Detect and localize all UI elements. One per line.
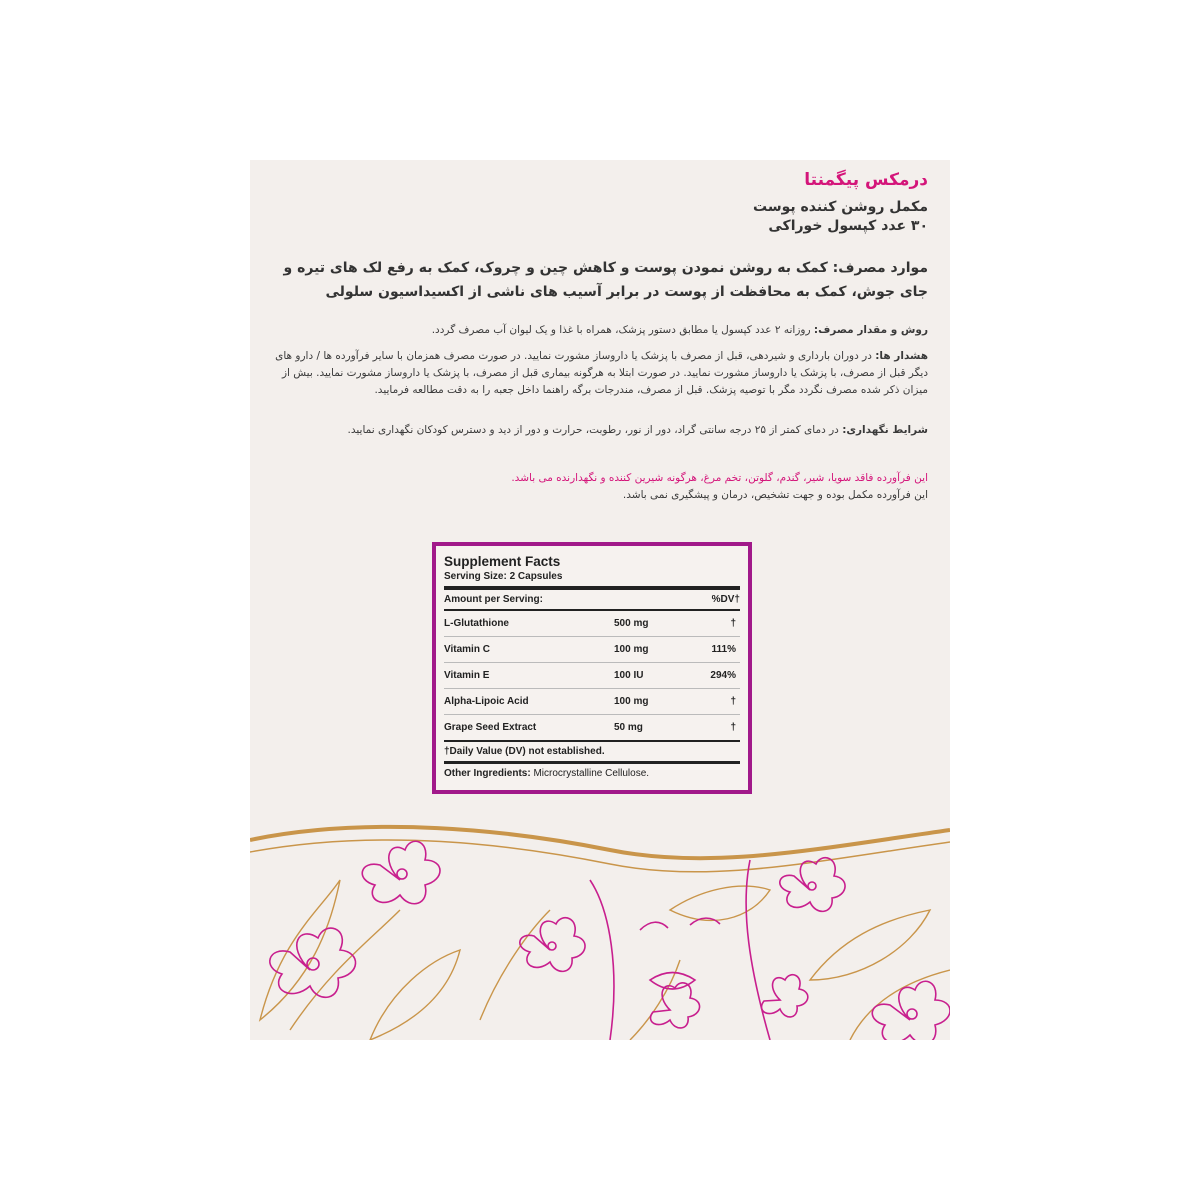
dv-footnote: †Daily Value (DV) not established. <box>444 742 740 764</box>
ingredient-name: Grape Seed Extract <box>444 722 537 733</box>
product-box <box>250 160 950 1040</box>
storage-section <box>268 422 928 439</box>
subtitle-line-1: مکمل روشن کننده پوست <box>753 199 928 215</box>
usage-section <box>268 256 928 304</box>
warnings-text: در دوران بارداری و شیردهی، قبل از مصرف با پزشک یا داروساز مشورت نمایید. در صورت مصرف همزمان با سایر فرآورده ها / دارو های دیگر قبل از مصرف، با پزشک یا داروساز مشورت نمایید. در صورت ابتلا به هرگونه بیماری قبل از مصرف، با پزشک یا داروساز مشورت نمایید. بیش از میزان ذکر شده مصرف نگردد مگر با توصیه پزشک. قبل از مصرف، مندرجات برگه راهنما داخل جعبه را به دقت مطالعه فرمایید. <box>275 350 928 396</box>
ingredient-name: Vitamin C <box>444 644 490 655</box>
ingredient-name: L-Glutathione <box>444 618 509 629</box>
storage-text: در دمای کمتر از ۲۵ درجه سانتی گراد، دور از نور، رطوبت، حرارت و دور از دید و دسترس کودکان نگهداری نمایید. <box>347 424 839 436</box>
disclaimer: این فرآورده مکمل بوده و جهت تشخیص، درمان و پیشگیری نمی باشد. <box>622 489 928 501</box>
ingredient-dv: 111% <box>711 644 736 655</box>
floral-illustration <box>250 820 950 1040</box>
ingredient-amount: 100 mg <box>614 696 649 707</box>
facts-row <box>444 637 740 663</box>
other-ingredients-value: Microcrystalline Cellulose. <box>533 768 650 779</box>
usage-text: کمک به روشن نمودن پوست و کاهش چین و چروک، کمک به رفع لک های تیره و جای جوش، کمک به محافظت از پوست در برابر آسیب های ناشی از اکسیداسیون سلولی <box>283 260 928 300</box>
facts-row <box>444 689 740 715</box>
ingredient-name: Alpha-Lipoic Acid <box>444 696 529 707</box>
ingredient-dv: † <box>730 722 736 733</box>
storage-label: شرایط نگهداری: <box>842 424 928 436</box>
subtitle-line-2: ۳۰ عدد کپسول خوراکی <box>768 218 928 234</box>
other-ingredients <box>444 764 740 779</box>
warnings-section <box>268 348 928 399</box>
ingredient-amount: 500 mg <box>614 618 649 629</box>
ingredient-amount: 100 IU <box>614 670 644 681</box>
usage-label: موارد مصرف: <box>832 260 928 276</box>
ingredient-name: Vitamin E <box>444 670 490 681</box>
facts-row <box>444 663 740 689</box>
supplement-facts-panel <box>432 542 752 794</box>
ingredient-dv: † <box>730 696 736 707</box>
dv-header: %DV† <box>711 594 740 605</box>
dosage-label: روش و مقدار مصرف: <box>813 324 928 336</box>
facts-title: Supplement Facts <box>444 554 561 569</box>
ingredient-dv: 294% <box>710 670 736 681</box>
serving-size: Serving Size: 2 Capsules <box>444 571 740 590</box>
allergen-note: این فرآورده فاقد سویا، شیر، گندم، گلوتن، تخم مرغ، هرگونه شیرین کننده و نگهدارنده می باشد. <box>511 472 928 484</box>
ingredient-amount: 50 mg <box>614 722 643 733</box>
facts-row <box>444 715 740 742</box>
warnings-label: هشدار ها: <box>875 350 928 362</box>
facts-row <box>444 611 740 637</box>
ingredient-dv: † <box>730 618 736 629</box>
other-ingredients-label: Other Ingredients: <box>444 768 531 779</box>
ingredient-amount: 100 mg <box>614 644 649 655</box>
amount-header: Amount per Serving: <box>444 594 543 605</box>
facts-header <box>444 590 740 611</box>
product-subtitle <box>753 198 928 236</box>
dosage-text: روزانه ۲ عدد کپسول یا مطابق دستور پزشک، همراه با غذا و یک لیوان آب مصرف گردد. <box>431 324 811 336</box>
product-title: درمکس پیگمنتا <box>804 170 928 190</box>
dosage-section <box>268 322 928 339</box>
